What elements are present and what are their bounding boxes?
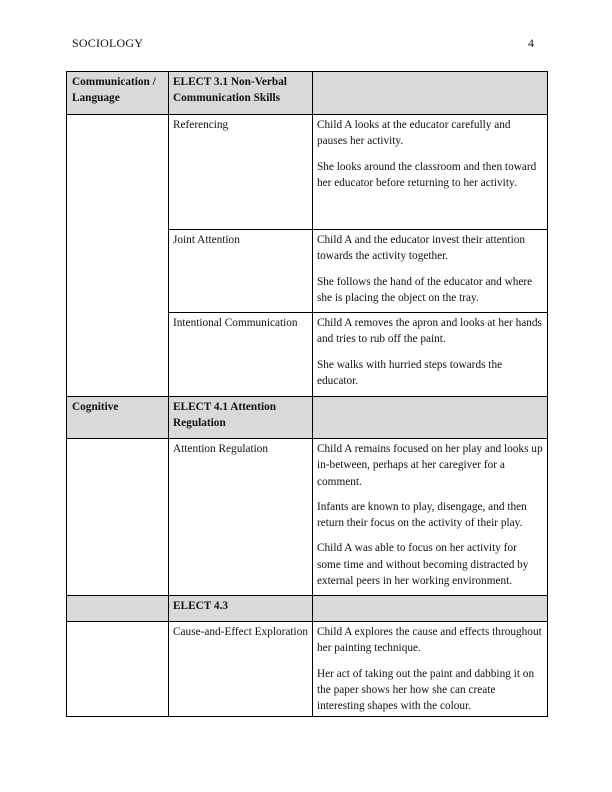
observation-text: Her act of taking out the paint and dabbing it on the paper shows her how she can create interesting shapes with the colour. (317, 667, 535, 713)
elect-cell: ELECT 4.3 (169, 596, 313, 622)
running-head: SOCIOLOGY (72, 36, 144, 50)
domain-cell: Communication / Language (67, 72, 169, 115)
page-number: 4 (528, 36, 534, 50)
domain-spacer-cell (67, 622, 169, 717)
section-header-row (67, 397, 548, 439)
observation-text: Child A removes the apron and looks at her hands and tries to rub off the paint. (317, 317, 542, 346)
observation-table (66, 71, 548, 717)
observation-text: Child A was able to focus on her activity for some time and without becoming distracted by external peers in her working environment. (317, 542, 529, 588)
table-row (67, 115, 548, 230)
observation-text: Child A looks at the educator carefully and pauses her activity. (317, 119, 511, 148)
empty-header-cell (313, 72, 548, 115)
observation-text: Child A and the educator invest their attention towards the activity together. (317, 234, 526, 263)
table-row (67, 439, 548, 596)
skill-cell: Cause-and-Effect Exploration (169, 622, 313, 717)
empty-header-cell (313, 397, 548, 439)
elect-cell: ELECT 4.1 Attention Regulation (169, 397, 313, 439)
section-header-row (67, 72, 548, 115)
observation-text: She walks with hurried steps towards the educator. (317, 358, 503, 387)
observation-cell (313, 622, 548, 717)
section-header-row (67, 596, 548, 622)
observation-text: Child A explores the cause and effects throughout her painting technique. (317, 626, 542, 655)
elect-cell: ELECT 3.1 Non-Verbal Communication Skills (169, 72, 313, 115)
skill-cell: Attention Regulation (169, 439, 313, 596)
skill-cell: Referencing (169, 115, 313, 230)
observation-cell (313, 313, 548, 397)
observation-text: Child A remains focused on her play and looks up in-between, perhaps at her caregiver for a comment. (317, 443, 543, 488)
table-row (67, 622, 548, 717)
observation-cell (313, 115, 548, 230)
skill-cell: Joint Attention (169, 230, 313, 313)
observation-cell (313, 439, 548, 596)
domain-spacer-cell (67, 439, 169, 596)
skill-cell: Intentional Communication (169, 313, 313, 397)
observation-text: She follows the hand of the educator and where she is placing the object on the tray. (317, 275, 533, 304)
observation-cell (313, 230, 548, 313)
domain-cell: Cognitive (67, 397, 169, 439)
empty-header-cell (313, 596, 548, 622)
observation-text: Infants are known to play, disengage, and then return their focus on the activity of their play. (317, 500, 527, 530)
observation-text: She looks around the classroom and then toward her educator before returning to her activity. (317, 160, 537, 189)
domain-cell (67, 596, 169, 622)
domain-spacer-cell (67, 115, 169, 397)
